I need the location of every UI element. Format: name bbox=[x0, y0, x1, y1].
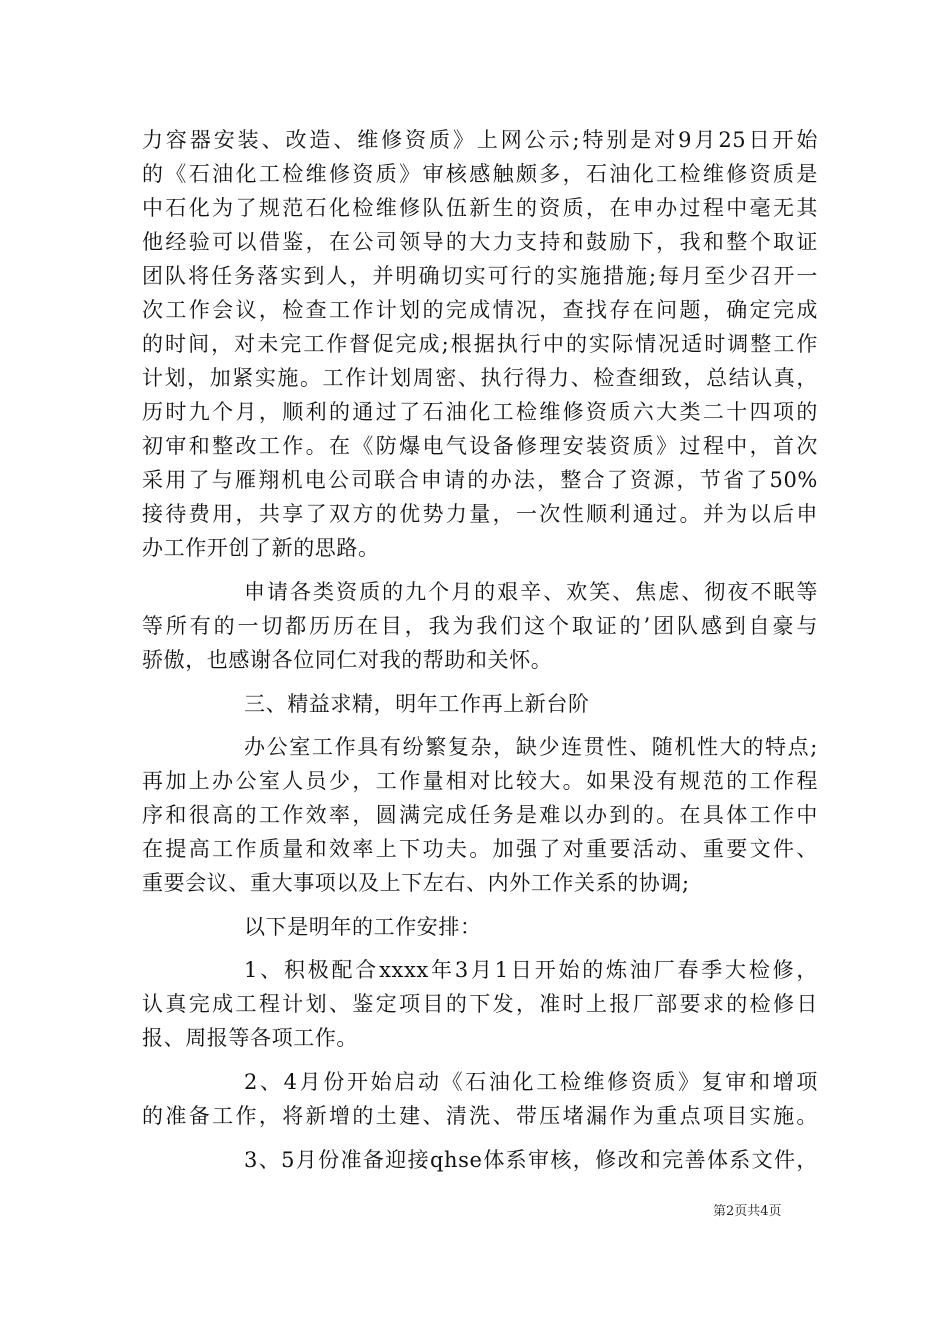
text-line: 序和很高的工作效率，圆满完成任务是难以办到的。在具体工作中 bbox=[142, 803, 818, 827]
page-number: 第2页共4页 bbox=[713, 1204, 782, 1219]
list-item-2: 2、4月份开始启动《石油化工检维修资质》复审和增项 bbox=[244, 1070, 818, 1094]
text-line: 认真完成工程计划、鉴定项目的下发，准时上报厂部要求的检修日 bbox=[142, 992, 818, 1016]
text-line: 骄傲，也感谢各位同仁对我的帮助和关怀。 bbox=[142, 648, 553, 672]
text-line: 等所有的一切都历历在目，我为我们这个取证的’团队感到自豪与 bbox=[142, 614, 818, 638]
text-line: 再加上办公室人员少，工作量相对比较大。如果没有规范的工作程 bbox=[142, 769, 818, 793]
paragraph-first-line: 申请各类资质的九个月的艰辛、欢笑、焦虑、彻夜不眠等 bbox=[244, 580, 818, 604]
list-item-3: 3、5月份准备迎接qhse体系审核，修改和完善体系文件， bbox=[244, 1148, 818, 1172]
text-line: 重要会议、重大事项以及上下左右、内外工作关系的协调; bbox=[142, 871, 690, 895]
text-line: 的《石油化工检维修资质》审核感触颇多，石油化工检维修资质是 bbox=[142, 162, 818, 186]
text-line: 团队将任务落实到人，并明确切实可行的实施措施;每月至少召开一 bbox=[142, 264, 818, 288]
text-line: 中石化为了规范石化检维修队伍新生的资质，在申办过程中毫无其 bbox=[142, 196, 818, 220]
text-line: 的时间，对未完工作督促完成;根据执行中的实际情况适时调整工作 bbox=[142, 332, 818, 356]
text-line: 报、周报等各项工作。 bbox=[142, 1026, 358, 1050]
text-line: 接待费用，共享了双方的优势力量，一次性顺利通过。并为以后申 bbox=[142, 502, 818, 526]
section-heading: 三、精益求精，明年工作再上新台阶 bbox=[244, 692, 590, 716]
paragraph-first-line: 以下是明年的工作安排： bbox=[244, 915, 482, 939]
paragraph-first-line: 办公室工作具有纷繁复杂，缺少连贯性、随机性大的特点; bbox=[244, 735, 818, 759]
text-line: 他经验可以借鉴，在公司领导的大力支持和鼓励下，我和整个取证 bbox=[142, 230, 818, 254]
text-line: 在提高工作质量和效率上下功夫。加强了对重要活动、重要文件、 bbox=[142, 837, 818, 861]
text-line: 的准备工作，将新增的土建、清洗、带压堵漏作为重点项目实施。 bbox=[142, 1104, 818, 1128]
text-line: 力容器安装、改造、维修资质》上网公示;特别是对9月25日开始 bbox=[142, 128, 818, 152]
text-line: 历时九个月，顺利的通过了石油化工检维修资质六大类二十四项的 bbox=[142, 400, 818, 424]
text-line: 办工作开创了新的思路。 bbox=[142, 536, 380, 560]
list-item-1: 1、积极配合xxxx年3月1日开始的炼油厂春季大检修， bbox=[244, 958, 818, 982]
text-line: 采用了与雁翔机电公司联合申请的办法，整合了资源，节省了50% bbox=[142, 468, 818, 492]
text-line: 计划，加紧实施。工作计划周密、执行得力、检查细致，总结认真， bbox=[142, 366, 818, 390]
text-line: 初审和整改工作。在《防爆电气设备修理安装资质》过程中，首次 bbox=[142, 434, 818, 458]
text-line: 次工作会议，检查工作计划的完成情况，查找存在问题，确定完成 bbox=[142, 298, 818, 322]
